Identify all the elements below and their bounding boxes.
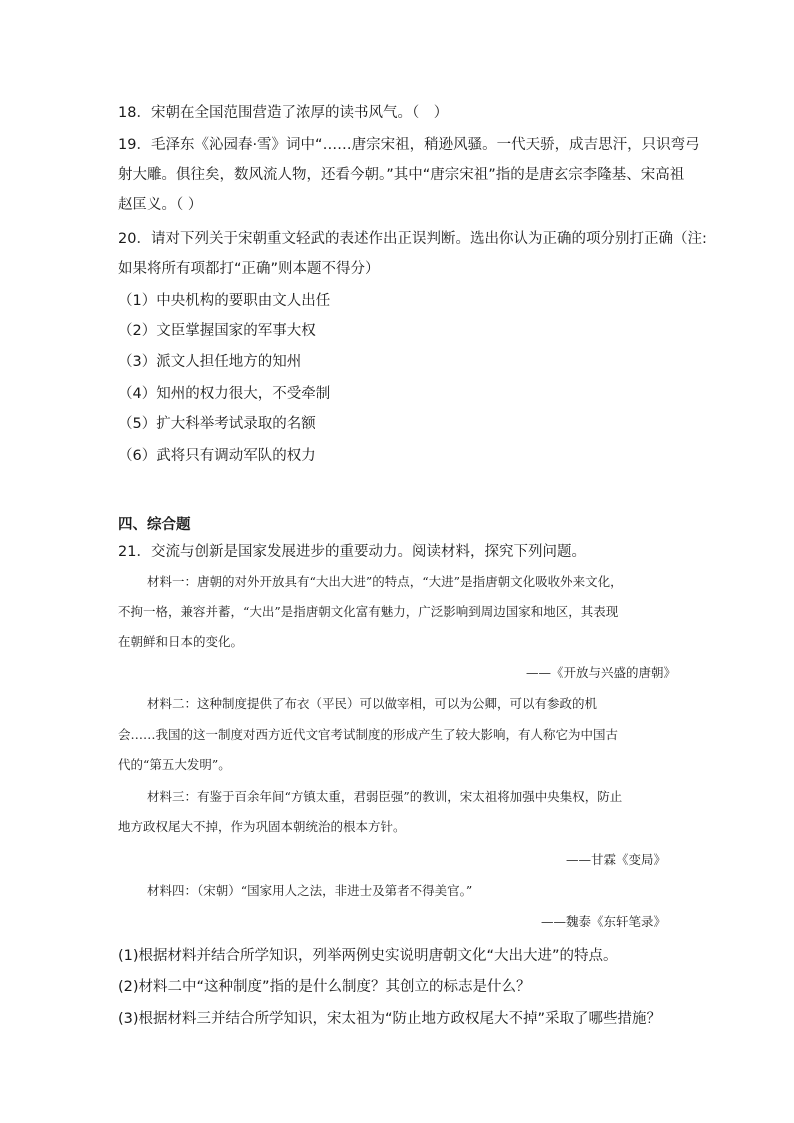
material-4-line-1: 材料四：（宋朝）“国家用人之法，非进士及第者不得美官。” [147, 883, 473, 898]
material-4-source: ——魏泰《东轩笔录》 [540, 914, 666, 929]
section-title: 四、综合题 [118, 517, 191, 533]
material-1-source: ——《开放与兴盛的唐朝》 [525, 665, 676, 680]
question-20-line-2: 如果将所有项都打“正确”则本题不得分） [118, 261, 380, 277]
question-20-option: （1）中央机构的要职由文人出任 [118, 293, 331, 309]
material-3-source: ——甘霖《变局》 [565, 852, 666, 867]
question-18: 18．宋朝在全国范围营造了浓厚的读书风气。（ ） [118, 105, 449, 121]
material-2-line-3: 代的“第五大发明”。 [118, 757, 231, 772]
question-19-line-1: 19．毛泽东《沁园春·雪》词中“……唐宗宋祖，稍逊风骚。一代天骄，成吉思汗，只识弯弓 [118, 137, 700, 153]
question-19-line-2: 射大雕。俱往矣，数风流人物，还看今朝。”其中“唐宗宋祖”指的是唐玄宗李隆基、宋高祖 [118, 167, 685, 183]
material-1-line-1: 材料一：唐朝的对外开放具有“大出大进”的特点，“大进”是指唐朝文化吸收外来文化， [147, 574, 623, 589]
question-19-line-3: 赵匡义。（ ） [118, 197, 203, 213]
material-1-line-2: 不拘一格，兼容并蓄，“大出”是指唐朝文化富有魅力，广泛影响到周边国家和地区，其表现 [118, 604, 619, 619]
material-3-line-1: 材料三：有鉴于百余年间“方镇太重，君弱臣强”的教训，宋太祖将加强中央集权，防止 [147, 789, 623, 804]
material-3-line-2: 地方政权尾大不掉，作为巩固本朝统治的根本方针。 [118, 819, 406, 834]
question-21-intro: 21．交流与创新是国家发展进步的重要动力。阅读材料，探究下列问题。 [118, 544, 586, 560]
question-21-sub-2: (2)材料二中“这种制度”指的是什么制度？其创立的标志是什么？ [118, 979, 531, 995]
material-1-line-3: 在朝鲜和日本的变化。 [118, 634, 244, 649]
question-20-option: （6）武将只有调动军队的权力 [118, 448, 316, 464]
question-20-option: （5）扩大科举考试录取的名额 [118, 416, 316, 432]
question-21-sub-3: (3)根据材料三并结合所学知识，宋太祖为“防止地方政权尾大不掉”采取了哪些措施？ [118, 1011, 662, 1027]
material-2-line-1: 材料二：这种制度提供了布衣（平民）可以做宰相，可以为公卿，可以有参政的机 [147, 696, 598, 711]
question-20-line-1: 20．请对下列关于宋朝重文轻武的表述作出正误判断。选出你认为正确的项分别打正确（注: [118, 231, 707, 247]
material-2-line-2: 会……我国的这一制度对西方近代文官考试制度的形成产生了较大影响，有人称它为中国古 [118, 727, 619, 742]
question-20-option: （4）知州的权力很大，不受牵制 [118, 386, 331, 402]
question-20-option: （3）派文人担任地方的知州 [118, 354, 302, 370]
question-21-sub-1: (1)根据材料并结合所学知识，列举两例史实说明唐朝文化“大出大进”的特点。 [118, 948, 618, 964]
question-20-option: （2）文臣掌握国家的军事大权 [118, 323, 316, 339]
